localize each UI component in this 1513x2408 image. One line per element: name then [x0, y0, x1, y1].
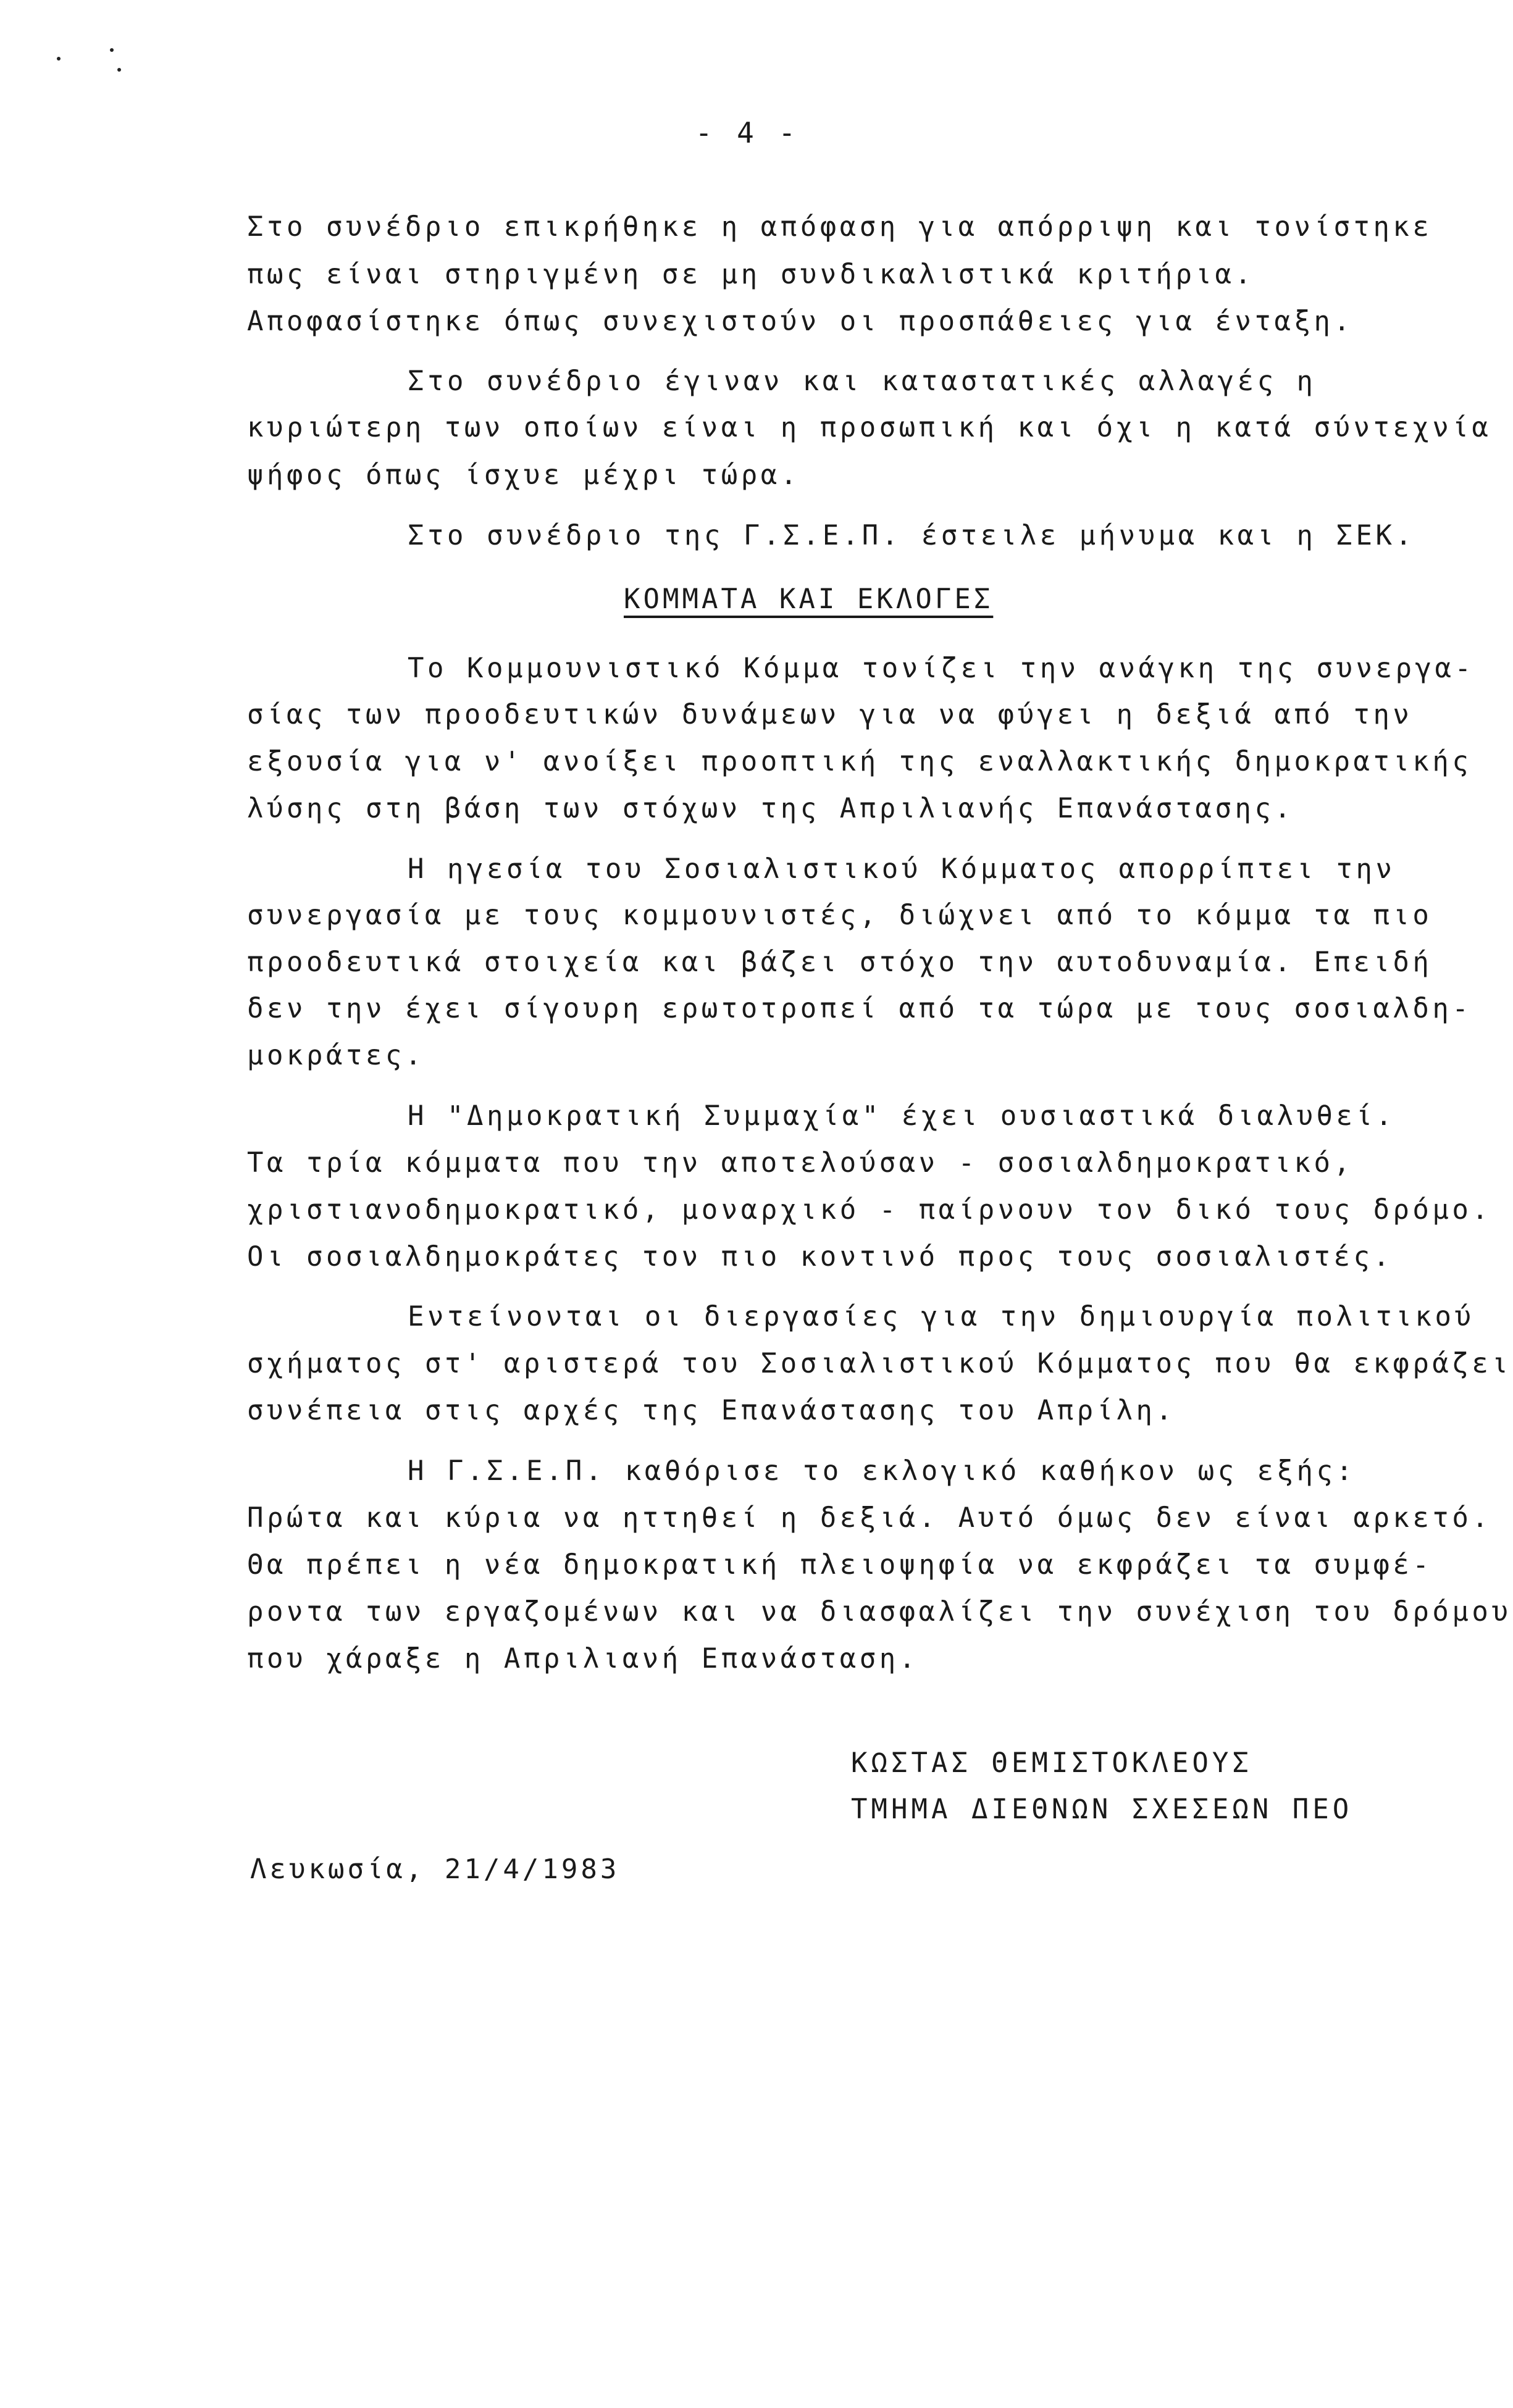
text-line: Στο συνέδριο της Γ.Σ.Ε.Π. έστειλε μήνυμα και η ΣΕΚ.	[408, 520, 1415, 551]
signature-name: ΚΩΣΤΑΣ ΘΕΜΙΣΤΟΚΛΕΟΥΣ	[851, 1747, 1252, 1779]
signature-department: ΤΜΗΜΑ ΔΙΕΘΝΩΝ ΣΧΕΣΕΩΝ ΠΕΟ	[851, 1794, 1353, 1825]
text-line: σίας των προοδευτικών δυνάμεων για να φύγει η δεξιά από την	[247, 699, 1413, 730]
text-line: Στο συνέδριο επικρήθηκε η απόφαση για απόρριψη και τονίστηκε	[247, 211, 1433, 243]
section-heading: ΚΟΜΜΑΤΑ ΚΑΙ ΕΚΛΟΓΕΣ	[624, 583, 994, 615]
text-line: Η "Δημοκρατική Συμμαχία" έχει ουσιαστικά διαλυθεί.	[408, 1100, 1396, 1132]
text-line: Θα πρέπει η νέα δημοκρατική πλειοψηφία να εκφράζει τα συμφέ-	[247, 1549, 1433, 1581]
text-line: ροντα των εργαζομένων και να διασφαλίζει την συνέχιση του δρόμου	[247, 1596, 1512, 1628]
text-line: σχήματος στ' αριστερά του Σοσιαλιστικού Κόμματος που θα εκφράζει	[247, 1348, 1512, 1379]
text-line: κυριώτερη των οποίων είναι η προσωπική και όχι η κατά σύντεχνία	[247, 412, 1492, 443]
text-line: προοδευτικά στοιχεία και βάζει στόχο την αυτοδυναμία. Επειδή	[247, 947, 1433, 978]
text-line: Στο συνέδριο έγιναν και καταστατικές αλλαγές η	[408, 366, 1317, 397]
scan-speck	[57, 57, 61, 61]
text-line: Το Κομμουνιστικό Κόμμα τονίζει την ανάγκη της συνεργα-	[408, 653, 1475, 684]
scan-speck	[117, 68, 121, 72]
text-line: χριστιανοδημοκρατικό, μοναρχικό - παίρνουν τον δικό τους δρόμο.	[247, 1194, 1492, 1226]
text-line: λύσης στη βάση των στόχων της Απριλιανής Επανάστασης.	[247, 793, 1294, 824]
text-line: που χάραξε η Απριλιανή Επανάσταση.	[247, 1643, 919, 1674]
text-line: Εντείνονται οι διεργασίες για την δημιουργία πολιτικού	[408, 1301, 1475, 1332]
page-number: - 4 -	[695, 116, 800, 149]
text-line: εξουσία για ν' ανοίξει προοπτική της εναλλακτικής δημοκρατικής	[247, 746, 1472, 777]
text-line: Πρώτα και κύρια να ηττηθεί η δεξιά. Αυτό όμως δεν είναι αρκετό.	[247, 1502, 1492, 1534]
text-line: Οι σοσιαλδημοκράτες τον πιο κοντινό προς τους σοσιαλιστές.	[247, 1241, 1393, 1273]
text-line: συνέπεια στις αρχές της Επανάστασης του Απρίλη.	[247, 1395, 1176, 1426]
text-line: δεν την έχει σίγουρη ερωτοτροπεί από τα τώρα με τους σοσιαλδη-	[247, 993, 1472, 1024]
text-line: Αποφασίστηκε όπως συνεχιστούν οι προσπάθειες για ένταξη.	[247, 306, 1354, 337]
text-line: Η Γ.Σ.Ε.Π. καθόρισε το εκλογικό καθήκον ως εξής:	[408, 1455, 1356, 1487]
text-line: συνεργασία με τους κομμουνιστές, διώχνει από το κόμμα τα πιο	[247, 900, 1433, 931]
text-line: ψήφος όπως ίσχυε μέχρι τώρα.	[247, 459, 800, 491]
scan-speck	[110, 48, 114, 52]
place-date: Λευκωσία, 21/4/1983	[250, 1854, 620, 1885]
text-line: Τα τρία κόμματα που την αποτελούσαν - σοσιαλδημοκρατικό,	[247, 1147, 1354, 1179]
text-line: μοκράτες.	[247, 1040, 425, 1071]
text-line: Η ηγεσία του Σοσιαλιστικού Κόμματος απορρίπτει την	[408, 853, 1396, 885]
text-line: πως είναι στηριγμένη σε μη συνδικαλιστικά κριτήρια.	[247, 259, 1255, 290]
